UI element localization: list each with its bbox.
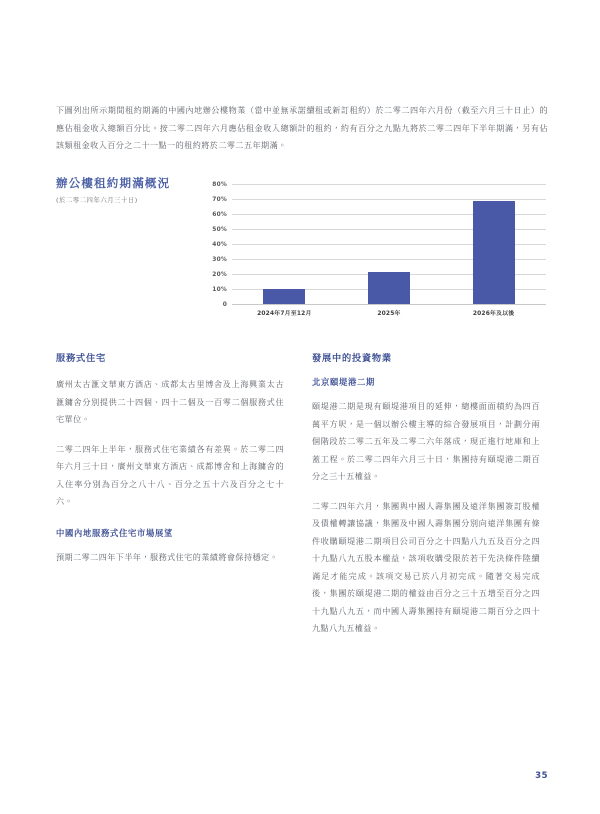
indigo-phase-two-paragraph-2: 二零二四年六月，集團與中國人壽集團及遠洋集團簽訂股權及債權轉讓協議，集團及中國人壽集團分別向遠洋集團有條件收購頤堤港二期項目公司百分之十四點八九五及百分之四十九點八九五股本權益，該項收購受限於若干先決條件陸續滿足才能完成。該項交易已於八月初完成。隨著交易完成後，集團於頤堤港二期的權益由百分之三十五增至百分之四十九點八九五，而中國人壽集團持有頤堤港二期百分之四十九點八九五權益。 [312, 500, 540, 633]
gridline-0 [222, 302, 546, 308]
chart-subtitle: (於二零二四年六月三十日) [56, 196, 138, 204]
ytick-label-10: 10% [212, 287, 227, 293]
chart-plot-area [196, 178, 548, 326]
ytick-label-40: 40% [212, 242, 227, 248]
chart-grid [212, 182, 546, 308]
bar-group-1 [337, 184, 442, 304]
ytick-label-30: 30% [212, 257, 227, 263]
office-lease-expiry-chart [56, 176, 548, 326]
bar-2025 [368, 272, 410, 304]
chart-bars [232, 184, 546, 304]
intro-paragraph: 下圖列出所示期間租約期滿的中國內地辦公樓物業（當中並無承諾續租或新訂租約）於二零二四年六月份（截至六月三十日止）的應佔租金收入總額百分比。按二零二四年六月應佔租金收入總額計的租約，約有百分之九點九將於二零二四年下半年期滿，另有佔該類租金收入百分之二十一點一的租約將於二零二五年期滿。 [56, 105, 548, 151]
ytick-label-80: 80% [212, 182, 227, 188]
indigo-phase-two-paragraph-1: 頤堤港二期是現有頤堤港項目的延伸，總樓面面積約為四百萬平方呎，是一個以辦公樓主導的綜合發展項目，計劃分兩個階段於二零二五年及二零二六年落成，現正進行地庫和上蓋工程。於二零二四年六月三十日，集團持有頤堤港二期百分之三十五權益。 [312, 401, 540, 481]
xtick-label-1: 2025年 [377, 311, 401, 317]
xtick-label-0: 2024年7月至12月 [257, 311, 312, 317]
ytick-label-0: 0 [222, 302, 227, 308]
ytick-label-20: 20% [212, 272, 227, 278]
page-number: 35 [535, 771, 548, 781]
chart-x-axis-labels [232, 308, 546, 317]
serviced-residences-paragraph-2: 二零二四年上半年，服務式住宅業績各有差異。於二零二四年六月三十日，廣州文華東方酒店、成都博舍和上海鏞舍的入住率分別為百分之八十八、百分之五十六及百分之七十六。 [56, 443, 284, 506]
ytick-label-70: 70% [212, 197, 227, 203]
xtick-label-2: 2026年及以後 [472, 311, 515, 317]
bar-2024h2 [263, 289, 305, 304]
serviced-residences-title: 服務式住宅 [56, 353, 106, 364]
mainland-serviced-residences-outlook-paragraph: 預期二零二四年下半年，服務式住宅的業績將會保持穩定。 [56, 551, 279, 562]
mainland-serviced-residences-outlook-title: 中國內地服務式住宅市場展望 [56, 527, 173, 538]
left-column [56, 352, 284, 566]
serviced-residences-paragraph-1: 廣州太古滙文華東方酒店、成都太古里博舍及上海興業太古滙鏞舍分別提供二十四個、四十二個及一百零二個服務式住宅單位。 [56, 379, 284, 424]
chart-title: 辦公樓租約期滿概況 [56, 176, 171, 190]
ytick-label-60: 60% [212, 212, 227, 218]
indigo-phase-two-title: 北京頤堤港二期 [312, 377, 375, 387]
investment-properties-under-development-title: 發展中的投資物業 [312, 353, 392, 364]
ytick-label-50: 50% [212, 227, 227, 233]
bar-2026-and-after [473, 201, 515, 305]
bar-group-0 [232, 184, 337, 304]
bar-group-2 [441, 184, 546, 304]
right-column [312, 352, 540, 638]
